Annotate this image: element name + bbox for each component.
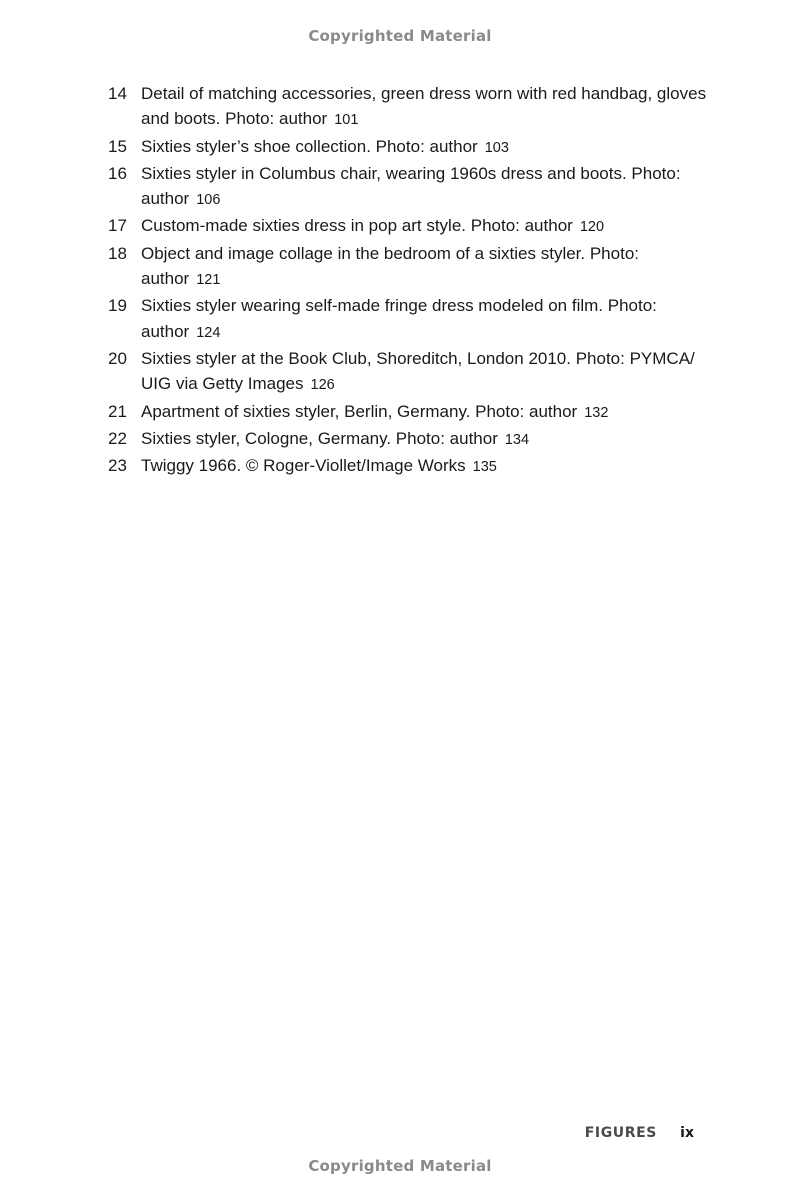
figure-entry xyxy=(108,399,708,426)
figure-number: 23 xyxy=(108,456,127,476)
figure-list xyxy=(108,81,708,480)
figure-entry xyxy=(108,453,708,480)
figure-caption xyxy=(141,213,708,240)
figure-page-ref: 126 xyxy=(310,377,335,394)
figure-page-ref: 135 xyxy=(472,459,497,476)
figure-page-ref: 124 xyxy=(196,324,221,341)
figure-number: 15 xyxy=(108,136,127,156)
figure-caption-text: Sixties styler’s shoe collection. Photo: author xyxy=(141,136,478,156)
figure-caption xyxy=(141,399,708,426)
figure-caption-text: Apartment of sixties styler, Berlin, Germany. Photo: author xyxy=(141,401,578,421)
figure-caption xyxy=(141,346,708,399)
figure-caption xyxy=(141,241,708,294)
figure-page-ref: 120 xyxy=(579,219,605,236)
page-number: ix xyxy=(680,1125,694,1141)
figure-caption xyxy=(141,161,708,214)
figure-caption-text: Sixties styler in Columbus chair, wearing 1960s dress and boots. Photo: author xyxy=(141,163,681,209)
figure-number: 14 xyxy=(108,84,127,103)
running-footer xyxy=(0,1125,800,1145)
copyright-watermark-top: Copyrighted Material xyxy=(308,27,492,45)
figure-number: 19 xyxy=(108,296,127,316)
figure-number: 18 xyxy=(108,243,127,263)
figure-entry xyxy=(108,293,708,346)
figure-number: 22 xyxy=(108,428,127,448)
figure-number: 20 xyxy=(108,348,127,368)
figure-caption-text: Detail of matching accessories, green dress worn with red handbag, gloves and boots. Photo: author xyxy=(141,84,707,129)
figure-caption-text: Custom-made sixties dress in pop art style. Photo: author xyxy=(141,216,573,236)
figure-number: 16 xyxy=(108,163,127,183)
figure-caption-text: Sixties styler at the Book Club, Shoreditch, London 2010. Photo: PYMCA/ UIG via Getty Images xyxy=(141,348,695,394)
figure-number: 17 xyxy=(108,216,127,236)
figure-caption-text: Object and image collage in the bedroom of a sixties styler. Photo: author xyxy=(141,243,639,289)
figure-page-ref: 121 xyxy=(196,272,221,289)
figure-entry xyxy=(108,81,708,134)
copyright-watermark-bottom: Copyrighted Material xyxy=(308,1157,492,1175)
figure-entry xyxy=(108,426,708,453)
figure-caption xyxy=(141,453,708,480)
figure-caption-text: Sixties styler wearing self-made fringe dress modeled on film. Photo: author xyxy=(141,296,657,341)
figure-page-ref: 132 xyxy=(584,404,609,421)
figure-page-ref: 106 xyxy=(196,192,221,209)
figure-number: 21 xyxy=(108,401,127,421)
figure-entry xyxy=(108,241,708,294)
figure-page-ref: 134 xyxy=(504,431,530,448)
figure-entry xyxy=(108,346,708,399)
figure-caption-text: Twiggy 1966. © Roger-Viollet/Image Works xyxy=(141,456,466,476)
section-name: FIGURES xyxy=(584,1125,657,1141)
figure-entry xyxy=(108,161,708,214)
figure-caption xyxy=(141,293,708,346)
figure-entry xyxy=(108,134,708,161)
figure-caption-text: Sixties styler, Cologne, Germany. Photo: author xyxy=(141,428,498,448)
figure-page-ref: 101 xyxy=(334,112,359,129)
figure-caption xyxy=(141,426,708,453)
figure-caption xyxy=(141,81,708,134)
figure-caption xyxy=(141,134,708,161)
figure-entry xyxy=(108,213,708,240)
figure-page-ref: 103 xyxy=(484,139,509,156)
